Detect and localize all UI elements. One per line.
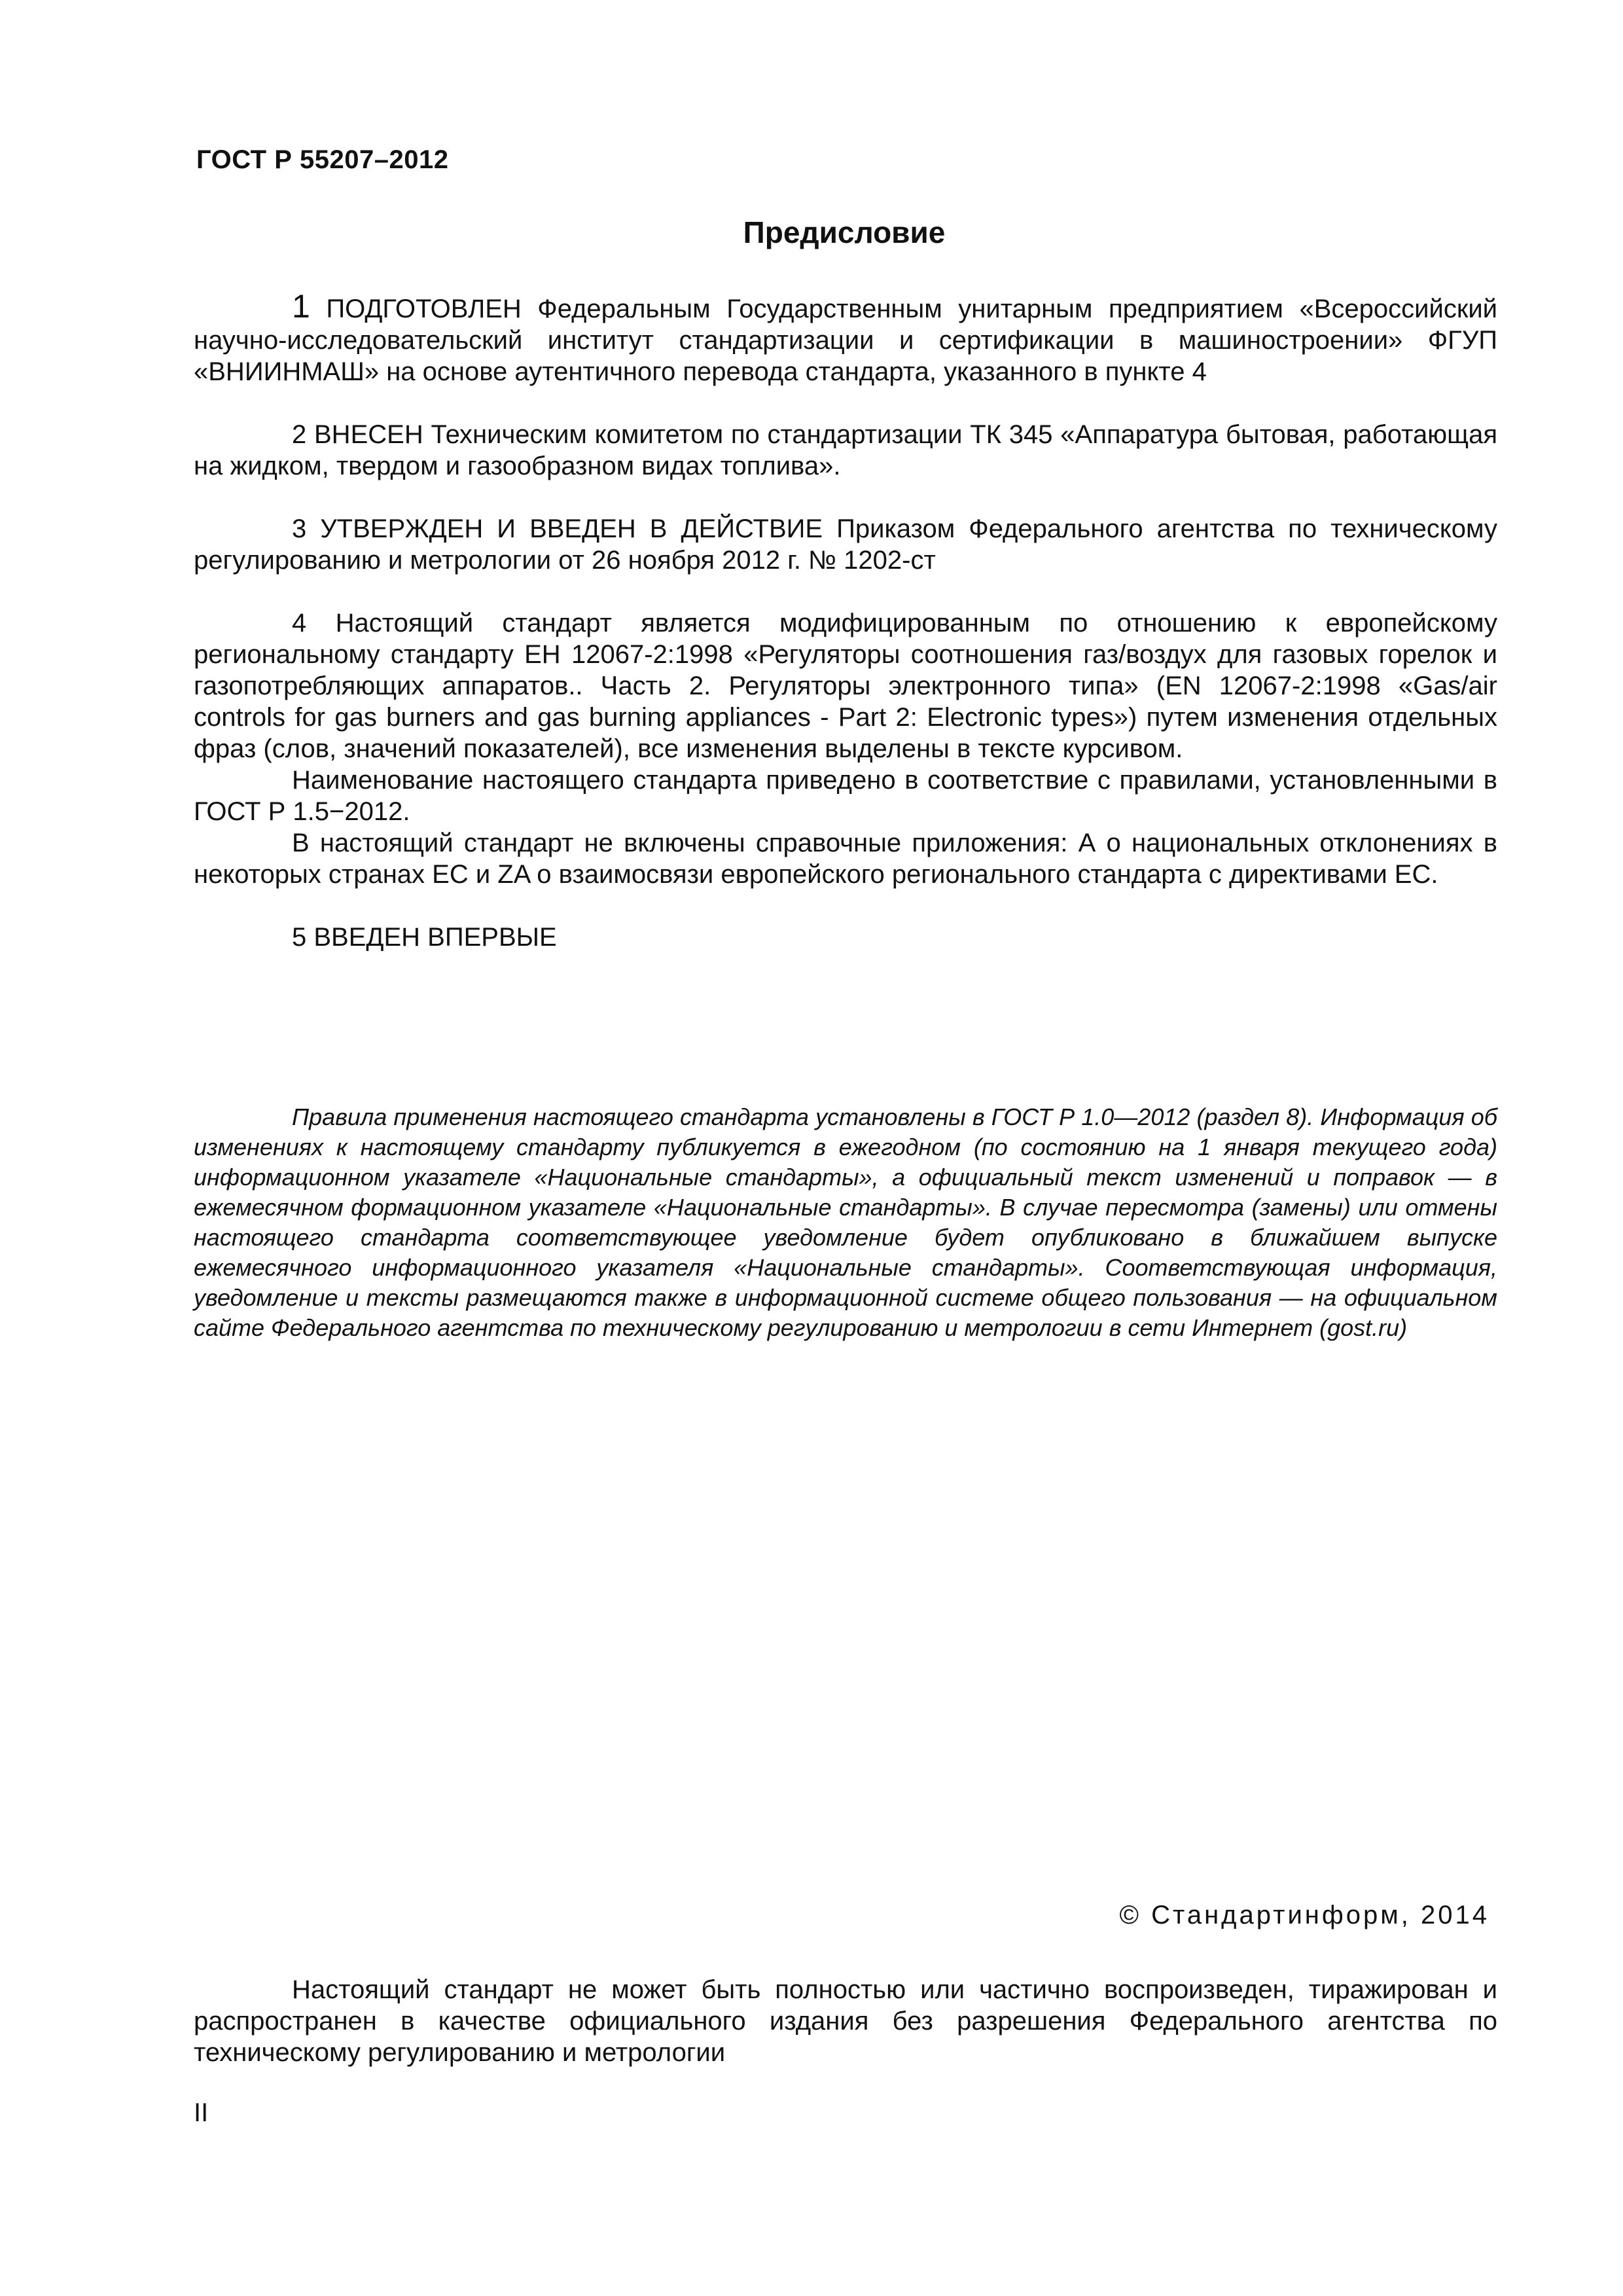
foreword-body [194,288,1497,953]
copyright-line: © Стандартинформ, 2014 [1119,1901,1489,1929]
paragraph-4-name-note: Наименование настоящего стандарта приведено в соответствие с правилами, установленными в ГОСТ Р 1.5−2012. [194,766,1497,826]
paragraph-3: 3 УТВЕРЖДЕН И ВВЕДЕН В ДЕЙСТВИЕ Приказом Федерального агентства по техническому регулированию и метрологии от 26 ноября 2012 г. № 1202-ст [194,514,1497,575]
document-code: ГОСТ Р 55207–2012 [196,145,449,174]
reproduction-notice-block [194,1974,1497,2068]
paragraph-1-text: ПОДГОТОВЛЕН Федеральным Государственным унитарным предприятием «Всероссийский научно-исследовательский институт стандартизации и сертификации в машиностроении» ФГУП «ВНИИНМАШ» на основе аутентичного перевода стандарта, указанного в пункте 4 [194,295,1497,386]
paragraph-1-number: 1 [292,288,310,325]
page-title: Предисловие [743,215,946,249]
paragraph-5: 5 ВВЕДЕН ВПЕРВЫЕ [292,923,557,952]
paragraph-2: 2 ВНЕСЕН Техническим комитетом по стандартизации ТК 345 «Аппаратура бытовая, работающая на жидком, твердом и газообразном видах топлива». [194,420,1497,480]
application-rules-note [194,1102,1497,1343]
paragraph-4-annex-note: В настоящий стандарт не включены справочные приложения: А о национальных отклонениях в некоторых странах ЕС и ZA о взаимосвязи европейского регионального стандарта с директивами ЕС. [194,829,1497,889]
paragraph-4: 4 Настоящий стандарт является модифицированным по отношению к европейскому региональному стандарту ЕН 12067-2:1998 «Регуляторы соотношения газ/воздух для газовых горелок и газопотребляющих аппаратов.. Часть 2. Регуляторы электронного типа» (EN 12067-2:1998 «Gas/air controls for gas burners and gas burning appliances - Part 2: Electronic types») путем изменения отдельных фраз (слов, значений показателей), все изменения выделены в тексте курсивом. [194,609,1497,763]
page-number: II [194,2098,209,2127]
paragraph-1 [194,288,1497,387]
reproduction-notice: Настоящий стандарт не может быть полностью или частично воспроизведен, тиражирован и распространен в качестве официального издания без разрешения Федерального агентства по техническому регулированию и метрологии [194,1975,1497,2067]
application-rules-text: Правила применения настоящего стандарта установлены в ГОСТ Р 1.0—2012 (раздел 8). Информация об изменениях к настоящему стандарту публикуется в ежегодном (по состоянию на 1 января текущего года) информационном указателе «Национальные стандарты», а официальный текст изменений и поправок — в ежемесячном формационном указателе «Национальные стандарты». В случае пересмотра (замены) или отмены настоящего стандарта соответствующее уведомление будет опубликовано в ближайшем выпуске ежемесячного информационного указателя «Национальные стандарты». Соответствующая информация, уведомление и тексты размещаются также в информационной системе общего пользования — на официальном сайте Федерального агентства по техническому регулированию и метрологии в сети Интернет (gost.ru) [194,1103,1497,1341]
